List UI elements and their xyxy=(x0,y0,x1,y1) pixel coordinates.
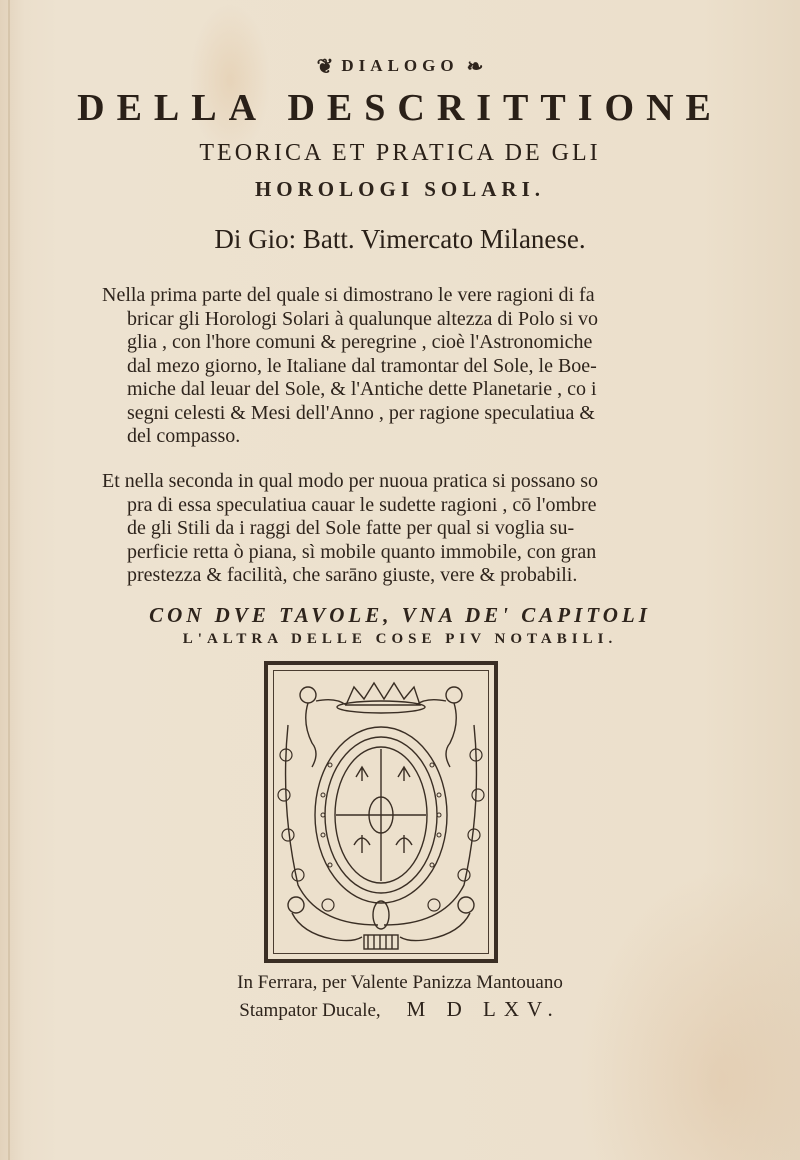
text-line: pra di essa speculatiua cauar le sudette ragioni , cō l'ombre xyxy=(127,493,597,516)
text-line: bricar gli Horologi Solari à qualunque altezza di Polo si vo xyxy=(127,307,598,330)
fleuron-left-icon: ❦ xyxy=(316,56,334,78)
imprint-line-2 xyxy=(0,997,800,1022)
title-line-1: DELLA DESCRITTIONE xyxy=(77,87,723,129)
printer-title: Stampator Ducale, xyxy=(239,1000,381,1021)
paragraph-first-part xyxy=(102,284,676,449)
text-line: dal mezo giorno, le Italiane dal tramontar del Sole, le Boe- xyxy=(127,354,597,377)
printers-device-woodcut xyxy=(264,661,498,963)
text-line: perficie retta ò piana, sì mobile quanto immobile, con gran xyxy=(127,540,597,563)
text-line: glia , con l'hore comuni & peregrine , cioè l'Astronomiche xyxy=(127,331,593,353)
title-line-2: TEORICA ET PRATICA DE GLI xyxy=(199,140,601,166)
author-line: Di Gio: Batt. Vimercato Milanese. xyxy=(214,224,586,254)
tables-note-line-1: CON DVE TAVOLE, VNA DE' CAPITOLI xyxy=(149,603,651,627)
text-line: del compasso. xyxy=(127,425,241,447)
imprint-line-1: In Ferrara, per Valente Panizza Mantouano xyxy=(237,972,563,993)
publication-year: M D LXV. xyxy=(406,997,561,1021)
text-line: segni celesti & Mesi dell'Anno , per ragione speculatiua & xyxy=(127,401,595,424)
paragraph-second-part xyxy=(102,470,676,588)
text-line: miche dal leuar del Sole, & l'Antiche dette Planetarie , co i xyxy=(127,378,597,400)
text-line: de gli Stili da i raggi del Sole fatte per qual si voglia su- xyxy=(127,517,575,539)
dialogo-label: DIALOGO xyxy=(341,56,459,75)
coat-of-arms-icon xyxy=(268,665,494,959)
text-line: Et nella seconda in qual modo per nuoua pratica si possano so xyxy=(102,470,598,492)
text-line: Nella prima parte del quale si dimostrano le vere ragioni di fa xyxy=(102,284,595,306)
tables-note-line-2: L'ALTRA DELLE COSE PIV NOTABILI. xyxy=(182,631,618,647)
dialogo-heading xyxy=(0,54,800,79)
text-line: prestezza & facilità, che sarāno giuste, vere & probabili. xyxy=(127,564,578,586)
title-line-3: HOROLOGI SOLARI. xyxy=(254,177,546,201)
fleuron-right-icon: ❧ xyxy=(466,56,484,78)
